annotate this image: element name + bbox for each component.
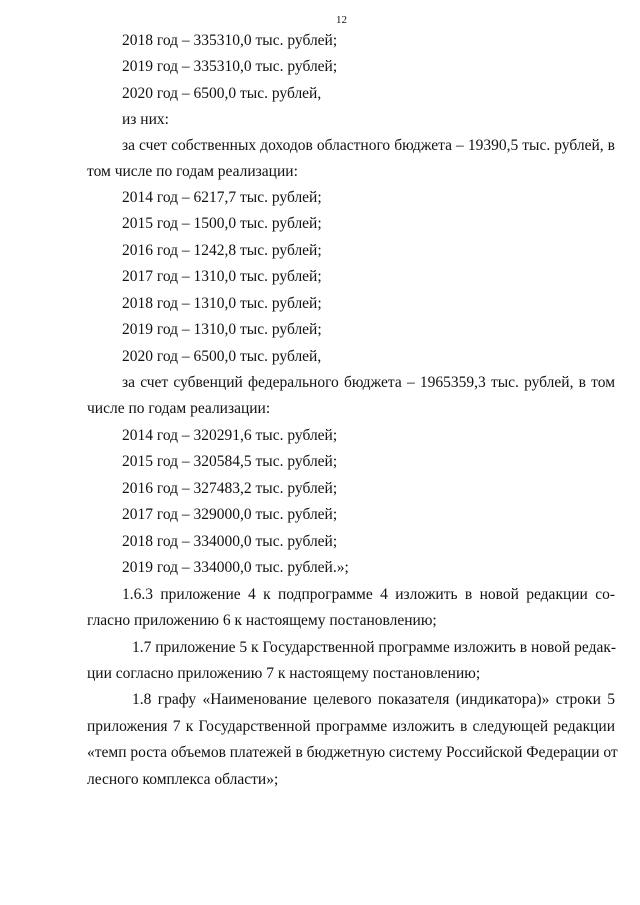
federal-line-2017: 2017 год – 329000,0 тыс. рублей; [122,506,338,523]
item-1-8-line-1: 1.8 графу «Наименование целевого показателя (индикатора)» строки 5 [132,691,615,708]
regional-budget-paragraph-line-1: за счет собственных доходов областного бюджета – 19390,5 тыс. рублей, в [122,137,615,154]
budget-line-2019-total: 2019 год – 335310,0 тыс. рублей; [122,58,338,75]
page-number: 12 [336,14,347,26]
regional-line-2014: 2014 год – 6217,7 тыс. рублей; [122,189,322,206]
item-1-7-line-2: ции согласно приложению 7 к настоящему постановлению; [87,665,481,682]
item-1-7-line-1: 1.7 приложение 5 к Государственной программе изложить в новой редак- [132,639,617,656]
regional-line-2015: 2015 год – 1500,0 тыс. рублей; [122,215,322,232]
federal-line-2015: 2015 год – 320584,5 тыс. рублей; [122,453,338,470]
regional-line-2018: 2018 год – 1310,0 тыс. рублей; [122,295,322,312]
item-1-8-line-2: приложения 7 к Государственной программе изложить в следующей редакции [87,718,615,735]
of-them-label: из них: [122,111,169,128]
item-1-6-3-line-2: гласно приложению 6 к настоящему постановлению; [87,612,437,629]
regional-line-2020: 2020 год – 6500,0 тыс. рублей, [122,348,322,365]
federal-line-2019: 2019 год – 334000,0 тыс. рублей.»; [122,559,349,576]
regional-line-2016: 2016 год – 1242,8 тыс. рублей; [122,242,322,259]
budget-line-2020-total: 2020 год – 6500,0 тыс. рублей, [122,85,322,102]
item-1-6-3-line-1: 1.6.3 приложение 4 к подпрограмме 4 изложить в новой редакции со- [122,586,615,603]
federal-line-2018: 2018 год – 334000,0 тыс. рублей; [122,533,338,550]
regional-budget-paragraph-line-2: том числе по годам реализации: [87,163,298,180]
budget-line-2018-total: 2018 год – 335310,0 тыс. рублей; [122,32,338,49]
federal-subsidies-paragraph-line-1: за счет субвенций федерального бюджета – 1965359,3 тыс. рублей, в том [122,374,615,391]
federal-subsidies-paragraph-line-2: числе по годам реализации: [87,400,271,417]
regional-line-2019: 2019 год – 1310,0 тыс. рублей; [122,321,322,338]
item-1-8-line-3: «темп роста объемов платежей в бюджетную систему Российской Федерации от [87,744,618,761]
federal-line-2016: 2016 год – 327483,2 тыс. рублей; [122,480,338,497]
item-1-8-line-4: лесного комплекса области»; [87,771,279,788]
regional-line-2017: 2017 год – 1310,0 тыс. рублей; [122,268,322,285]
federal-line-2014: 2014 год – 320291,6 тыс. рублей; [122,427,338,444]
